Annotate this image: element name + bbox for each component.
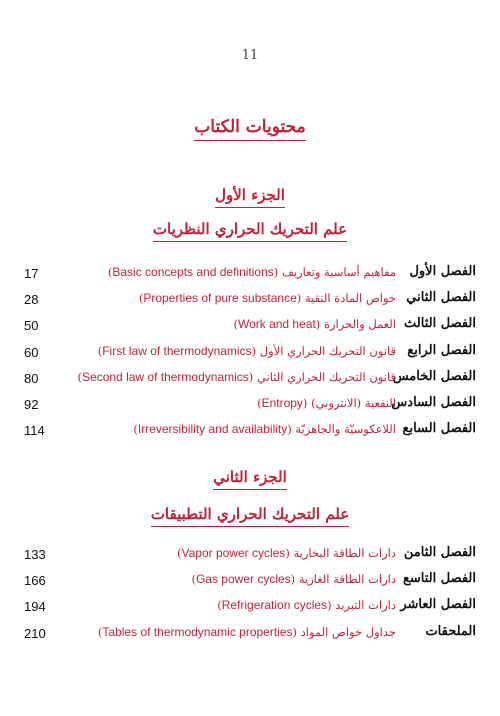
toc-page-number: 17	[24, 266, 39, 281]
toc-page-number: 194	[24, 599, 46, 615]
toc-entry	[0, 597, 500, 619]
toc-entry	[0, 545, 500, 567]
toc-title-arabic: دارات الطاقة الغازية	[298, 572, 396, 587]
toc-entry	[0, 571, 500, 593]
toc-page-number: 50	[24, 318, 39, 334]
toc-title: خواص المادة النقية (Properties of pure substance)	[138, 291, 396, 306]
toc-title: مفاهيم أساسية وتعاريف (Basic concepts and definitions)	[107, 265, 396, 279]
toc-title-arabic: مفاهيم أساسية وتعاريف	[281, 265, 396, 279]
toc-title-arabic: خواص المادة النقية	[304, 291, 396, 306]
toc-chapter-label: الفصل الثاني	[406, 290, 476, 306]
toc-entry	[0, 264, 500, 286]
toc-title-arabic: اللاعكوسيّة والجاهزيّة	[295, 422, 396, 437]
toc-entry	[0, 343, 500, 365]
toc-title: دارات التبريد (Refrigeration cycles)	[217, 598, 396, 613]
toc-title: قانون التحريك الحراري الثاني (Second law of thermodynamics)	[77, 369, 396, 384]
toc-title-english: Vapor power cycles	[181, 546, 286, 560]
toc-entry	[0, 316, 500, 338]
toc-page-number: 92	[24, 397, 39, 412]
toc-title-arabic: قانون التحريك الحراري الثاني	[256, 369, 396, 384]
toc-title-english: Irreversibility and availability	[137, 422, 288, 437]
part2-heading: الجزء الثاني	[0, 468, 500, 490]
part1-subheading: علم التحريك الحراري النظريات	[0, 220, 500, 242]
toc-chapter-label: الفصل العاشر	[400, 597, 476, 613]
toc-chapter-label: الفصل الأول	[409, 264, 476, 279]
part1-heading: الجزء الأول	[0, 186, 500, 208]
page-title: محتويات الكتاب	[0, 117, 500, 141]
toc-title-arabic: دارات التبريد	[335, 598, 396, 613]
toc-title-english: Properties of pure substance	[143, 291, 297, 306]
toc-title-arabic: جداول خواص المواد	[300, 624, 396, 639]
toc-entry	[0, 624, 500, 646]
toc-title-english: Tables of thermodynamic properties	[102, 624, 293, 639]
toc-title-arabic: النفعية (الانتروبي)	[311, 396, 396, 410]
page-number: 11	[241, 48, 259, 63]
toc-page-number: 114	[24, 423, 45, 439]
toc-chapter-label: الفصل الرابع	[407, 342, 476, 358]
toc-page-number: 80	[24, 370, 39, 386]
toc-title: دارات الطاقة الغازية (Gas power cycles)	[191, 572, 396, 587]
toc-entry	[0, 369, 500, 391]
toc-chapter-label: الفصل السادس	[391, 395, 476, 410]
toc-chapter-label: الفصل الخامس	[392, 368, 476, 384]
toc-title: اللاعكوسيّة والجاهزيّة (Irreversibility and availability)	[133, 422, 396, 437]
toc-title-english: Second law of thermodynamics	[82, 369, 249, 384]
toc-page-number: 210	[24, 625, 46, 641]
part2-subheading: علم التحريك الحراري التطبيقات	[0, 505, 500, 527]
toc-chapter-label: الفصل التاسع	[402, 571, 476, 587]
toc-title-english: Basic concepts and definitions	[112, 265, 274, 279]
toc-title: العمل والحرارة (Work and heat)	[233, 317, 396, 332]
toc-chapter-label: الفصل الثالث	[404, 316, 476, 332]
toc-entry	[0, 395, 500, 417]
toc-title: النفعية (الانتروبي) (Entropy)	[257, 396, 396, 410]
toc-title-english: Refrigeration cycles	[221, 598, 328, 613]
toc-title-arabic: العمل والحرارة	[323, 317, 396, 332]
toc-title-arabic: قانون التحريك الحراري الأول	[259, 343, 396, 358]
toc-page-number: 133	[24, 547, 46, 562]
toc-title: قانون التحريك الحراري الأول (First law of thermodynamics)	[97, 343, 396, 358]
toc-chapter-label: الفصل الثامن	[403, 545, 476, 560]
toc-entry	[0, 421, 500, 443]
toc-title: دارات الطاقة البخارية (Vapor power cycles)	[176, 546, 396, 560]
toc-title-english: Entropy	[261, 396, 303, 410]
toc-title-arabic: دارات الطاقة البخارية	[293, 546, 396, 560]
toc-title: جداول خواص المواد (Tables of thermodynamic properties)	[97, 624, 396, 639]
toc-entry	[0, 290, 500, 312]
toc-title-english: First law of thermodynamics	[102, 343, 252, 358]
toc-title-english: Gas power cycles	[195, 572, 291, 587]
toc-chapter-label: الفصل السابع	[402, 421, 476, 437]
toc-page-number: 60	[24, 344, 39, 360]
toc-page-number: 166	[24, 573, 46, 589]
toc-chapter-label: الملحقات	[425, 623, 476, 639]
toc-page-number: 28	[24, 292, 39, 308]
toc-title-english: Work and heat	[237, 317, 316, 332]
